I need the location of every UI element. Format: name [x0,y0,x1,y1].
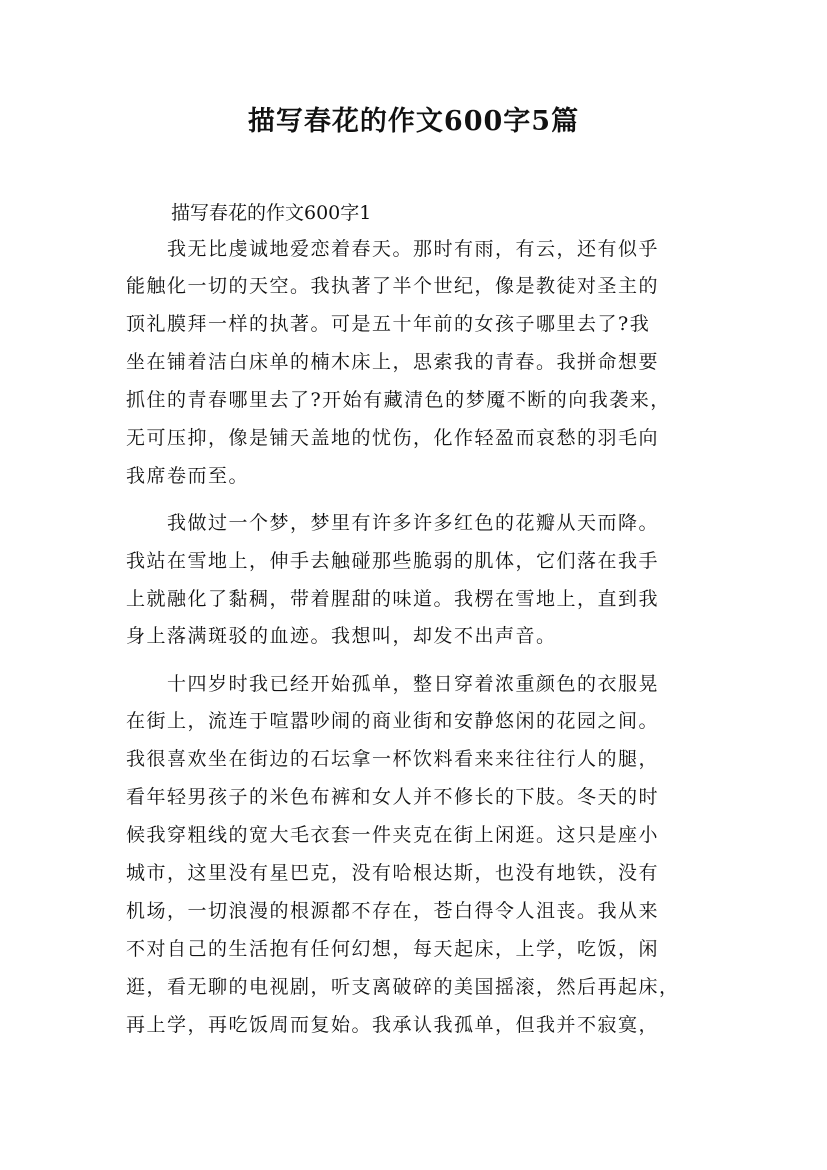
paragraph-line: 无可压抑，像是铺天盖地的忧伤，化作轻盈而哀愁的羽毛向 [126,427,660,449]
paragraph-line: 我席卷而至。 [126,465,250,487]
paragraph-line: 逛，看无聊的电视剧，听支离破碎的美国摇滚，然后再起床， [126,976,680,998]
paragraph-line: 我无比虔诚地爱恋着春天。那时有雨，有云，还有似乎 [126,238,660,260]
paragraph-line: 我站在雪地上，伸手去触碰那些脆弱的肌体，它们落在我手 [126,550,660,572]
paragraph-line: 我很喜欢坐在街边的石坛拿一杯饮料看来来往往行人的腿， [126,748,660,770]
paragraph-line: 顶礼膜拜一样的执著。可是五十年前的女孩子哪里去了?我 [126,313,651,335]
paragraph-line: 看年轻男孩子的米色布裤和女人并不修长的下肢。冬天的时 [126,786,660,808]
section-heading: 描写春花的作文600字1 [171,202,372,224]
paragraph-line: 坐在铺着洁白床单的楠木床上，思索我的青春。我拼命想要 [126,351,660,373]
paragraph-line: 抓住的青春哪里去了?开始有藏清色的梦魇不断的向我袭来， [126,389,671,411]
paragraph-line: 候我穿粗线的宽大毛衣套一件夹克在街上闲逛。这只是座小 [126,824,660,846]
paragraph-line: 能触化一切的天空。我执著了半个世纪，像是教徒对圣主的 [126,275,660,297]
paragraph-line: 十四岁时我已经开始孤单，整日穿着浓重颜色的衣服晃 [126,673,660,695]
paragraph-line: 不对自己的生活抱有任何幻想，每天起床，上学，吃饭，闲 [126,938,660,960]
paragraph-line: 上就融化了黏稠，带着腥甜的味道。我楞在雪地上，直到我 [126,588,660,610]
document-title: 描写春花的作文600字5篇 [247,106,580,137]
paragraph-line: 我做过一个梦，梦里有许多许多红色的花瓣从天而降。 [126,512,660,534]
paragraph-line: 再上学，再吃饭周而复始。我承认我孤单，但我并不寂寞， [126,1014,660,1036]
paragraph-line: 身上落满斑驳的血迹。我想叫，却发不出声音。 [126,625,557,647]
paragraph-line: 在街上，流连于喧嚣吵闹的商业街和安静悠闲的花园之间。 [126,710,660,732]
paragraph-line: 机场，一切浪漫的根源都不存在，苍白得令人沮丧。我从来 [126,900,660,922]
paragraph-line: 城市，这里没有星巴克，没有哈根达斯，也没有地铁，没有 [126,862,660,884]
